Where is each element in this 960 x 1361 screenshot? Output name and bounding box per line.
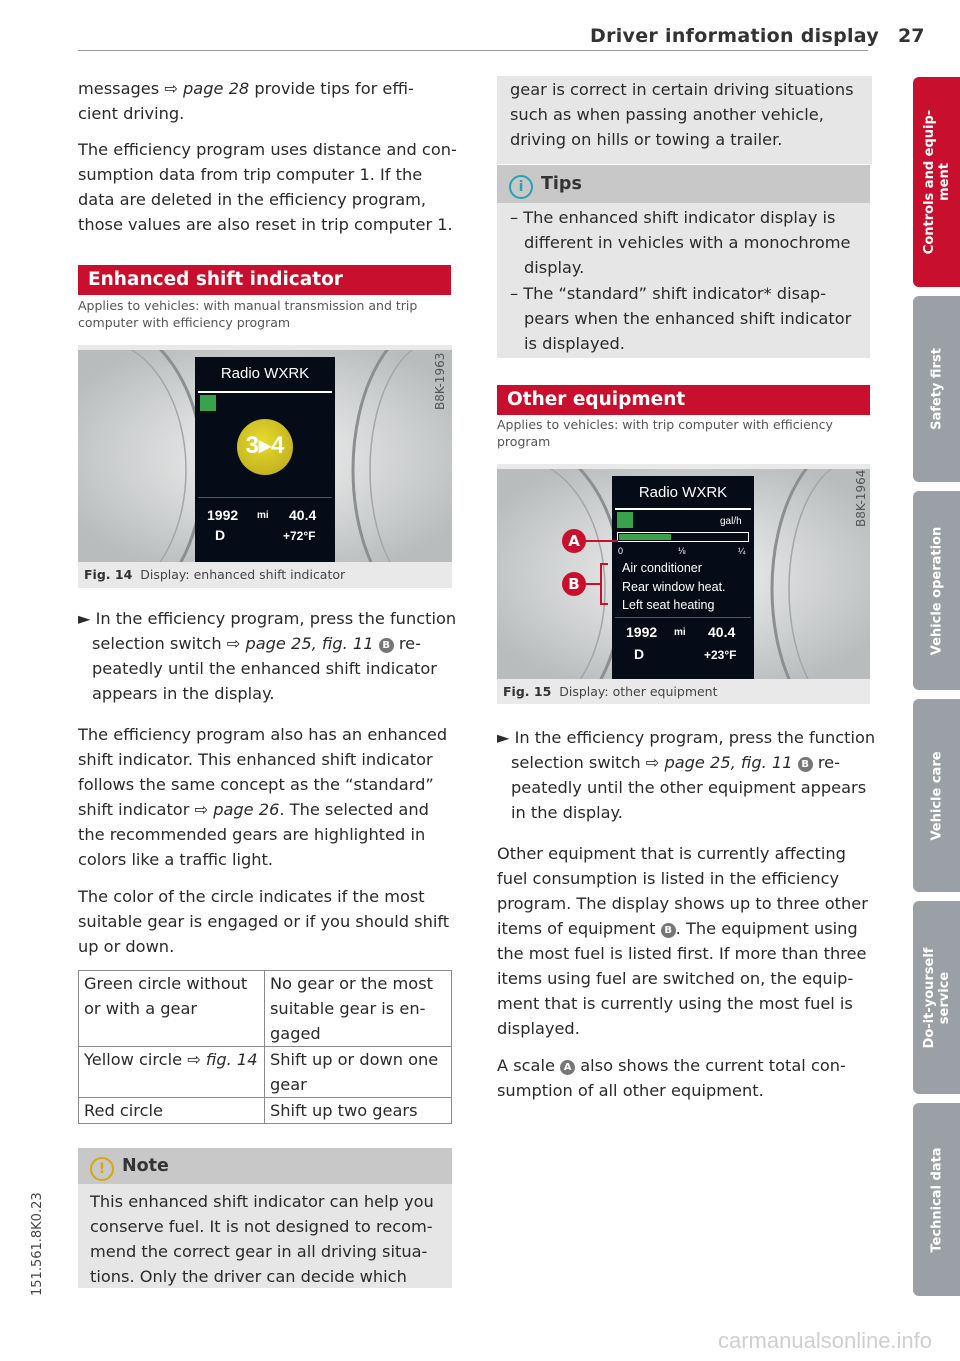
scale-paragraph: A scale A also shows the current total con- sumption of all other equipment. — [497, 1056, 846, 1100]
tab-controls-and-equipment[interactable] — [913, 77, 960, 287]
switch-b-marker: B — [379, 638, 394, 653]
radio-station: Radio WXRK — [638, 484, 728, 501]
document-code: 151.561.8K0.23 — [30, 1192, 45, 1296]
trip-value: 40.4 — [289, 507, 317, 523]
callout-b-line — [586, 583, 600, 585]
running-header-title: Driver information display — [590, 25, 880, 47]
header-rule — [78, 50, 868, 51]
page-number: 27 — [898, 25, 925, 47]
exclamation-icon: ! — [90, 1157, 114, 1181]
tab-safety-first[interactable] — [913, 296, 960, 482]
watermark: carmanualsonline.info — [718, 1328, 933, 1353]
table-cell: Yellow circle ⇨ fig. 14 — [79, 1047, 265, 1098]
table-cell: Shift up or down one gear — [265, 1047, 452, 1098]
applies-to-note: Applies to vehicles: with manual transmission and trip computer with efficiency program — [78, 298, 418, 330]
equipment-list — [622, 559, 726, 615]
tab-label: Safety first — [929, 348, 944, 430]
figure-14 — [78, 345, 452, 588]
page-link[interactable]: ⇨ page 28 — [164, 79, 250, 98]
applies-to-note: Applies to vehicles: with trip computer with efficiency program — [497, 417, 833, 449]
tab-label: Vehicle operation — [929, 526, 944, 655]
figure-15 — [497, 464, 870, 704]
continued-note-box — [497, 76, 872, 164]
tips-item: – The “standard” shift indicator* disap- pears when the enhanced shift indicator is displayed. — [510, 284, 852, 353]
instrument-cluster-image — [497, 469, 870, 679]
table-row — [79, 971, 452, 1047]
tab-label: Controls and equip- ment — [921, 109, 952, 255]
right-step-instruction: ► In the efficiency program, press the function selection switch ⇨ page 25, fig. 11 B re- peatedly until the other equipment appears in the display. Other equipment that is currently affecting fuel consumption is listed in the efficiency program. The display shows up to three other items of equipment B . The equipment using the most fuel is listed first. If more than three items using fuel are switched on, the equip- ment that is currently using the most fuel is displayed. A scale A also shows the current total con- sumption of all other equipment. — [497, 725, 877, 1103]
note-box — [78, 1148, 452, 1288]
odometer: 1992 — [626, 624, 658, 640]
note-heading: ! Note — [78, 1148, 452, 1184]
table-cell: Red circle — [79, 1098, 265, 1124]
list-item: Air conditioner — [622, 561, 702, 575]
equipment-b-marker: B — [661, 923, 676, 938]
display-screen — [195, 357, 335, 562]
callout-a-line — [586, 540, 618, 542]
gear-recommendation: 3▸4 — [245, 432, 285, 459]
radio-station: Radio WXRK — [220, 365, 310, 382]
tips-box — [497, 165, 870, 358]
instrument-cluster-image — [78, 350, 452, 562]
note-text: This enhanced shift indicator can help you conserve fuel. It is not designed to recom- mend the correct gear in all driving situa- tions. Only the driver can decide which — [90, 1192, 434, 1286]
tips-item: – The enhanced shift indicator display is different in vehicles with a monochrome display. — [510, 208, 851, 277]
circle-color-paragraph: The color of the circle indicates if the most suitable gear is engaged or if you should shift up or down. — [78, 887, 450, 956]
enhanced-indicator-paragraph: The efficiency program also has an enhanced shift indicator. This enhanced shift indicator follows the same concept as the “standard” shift indicator ⇨ page 26. The selected and the recommended gears are highlighted in colors like a traffic light. — [78, 725, 448, 869]
fig-14-link[interactable]: ⇨ fig. 14 — [187, 1050, 258, 1069]
tab-do-it-yourself-service[interactable] — [913, 901, 960, 1094]
scale-a-marker: A — [560, 1060, 575, 1075]
figure-14-caption: Fig. 14 Display: enhanced shift indicator — [84, 567, 346, 582]
table-cell: Green circle without or with a gear — [79, 971, 265, 1047]
tips-heading: i Tips — [497, 165, 870, 203]
circle-color-table — [78, 970, 452, 1124]
table-row — [79, 1098, 452, 1124]
outside-temperature: +23°F — [704, 648, 737, 662]
odometer: 1992 — [207, 507, 239, 523]
efficiency-program-icon — [200, 395, 216, 411]
fig-11-link[interactable]: ⇨ page 25, fig. 11 — [226, 634, 374, 653]
odometer-unit: mi — [257, 510, 269, 521]
efficiency-program-icon — [617, 512, 633, 528]
info-icon: i — [509, 175, 533, 199]
figure-code: B8K-1963 — [433, 352, 447, 410]
table-row — [79, 1047, 452, 1098]
consumption-scale — [617, 532, 749, 542]
section-heading-enhanced-shift: Enhanced shift indicator — [78, 265, 451, 295]
tab-vehicle-care[interactable] — [913, 699, 960, 892]
fig-11-link[interactable]: ⇨ page 25, fig. 11 — [645, 753, 793, 772]
tab-label: Vehicle care — [929, 750, 944, 841]
trip-value: 40.4 — [708, 624, 736, 640]
gear-position: D — [215, 527, 226, 543]
tab-technical-data[interactable] — [913, 1103, 960, 1296]
section-heading-other-equipment: Other equipment — [497, 385, 870, 415]
scale-tick: 0 — [618, 546, 624, 556]
page-26-link[interactable]: ⇨ page 26 — [194, 800, 280, 819]
figure-15-caption: Fig. 15 Display: other equipment — [503, 684, 718, 699]
odometer-unit: mi — [674, 627, 686, 638]
left-column — [78, 76, 458, 237]
tab-label: Technical data — [929, 1146, 944, 1253]
switch-b-marker: B — [798, 757, 813, 772]
intro-paragraph: messages ⇨ page 28 provide tips for effi- cient driving. — [78, 79, 414, 123]
table-cell: No gear or the most suitable gear is en- gaged — [265, 971, 452, 1047]
gear-position: D — [634, 646, 645, 662]
callout-b-bracket — [600, 563, 608, 605]
consumption-scale-fill — [619, 534, 671, 540]
scale-tick: ¼ — [738, 546, 746, 556]
display-screen — [612, 476, 754, 679]
scale-unit: gal/h — [720, 516, 742, 527]
tab-label: Do-it-yourself service — [921, 947, 952, 1048]
other-equipment-paragraph: Other equipment that is currently affecting fuel consumption is listed in the efficiency program. The display shows up to three other items of equipment B . The equipment using the most fuel is listed first. If more than three items using fuel are switched on, the equip- ment that is currently using the most fuel is displayed. — [497, 844, 868, 1038]
left-step-instruction: ► In the efficiency program, press the function selection switch ⇨ page 25, fig. 11 B re- peatedly until the enhanced shift indicator appears in the display. The efficiency program also has an enhanced shift indicator. This enhanced shift indicator follows the same concept as the “standard” shift indicator ⇨ page 26. The selected and the recommended gears are highlighted in colors like a traffic light. The color of the circle indicates if the most suitable gear is engaged or if you should shift up or down. — [78, 606, 458, 959]
callout-a-marker: A — [562, 529, 586, 553]
list-item: Rear window heat. — [622, 579, 726, 594]
list-item: Left seat heating — [622, 598, 715, 612]
scale-tick: ⅛ — [678, 546, 686, 556]
tab-vehicle-operation[interactable] — [913, 491, 960, 690]
callout-b-marker: B — [562, 572, 586, 596]
outside-temperature: +72°F — [283, 529, 316, 543]
continued-note-text: gear is correct in certain driving situations such as when passing another vehicle, driving on hills or towing a trailer. — [510, 80, 854, 149]
figure-code: B8K-1964 — [854, 469, 868, 527]
efficiency-data-paragraph: The efficiency program uses distance and con- sumption data from trip computer 1. If the data are deleted in the efficiency program, those values are also reset in trip computer 1. — [78, 140, 457, 234]
table-cell: Shift up two gears — [265, 1098, 452, 1124]
